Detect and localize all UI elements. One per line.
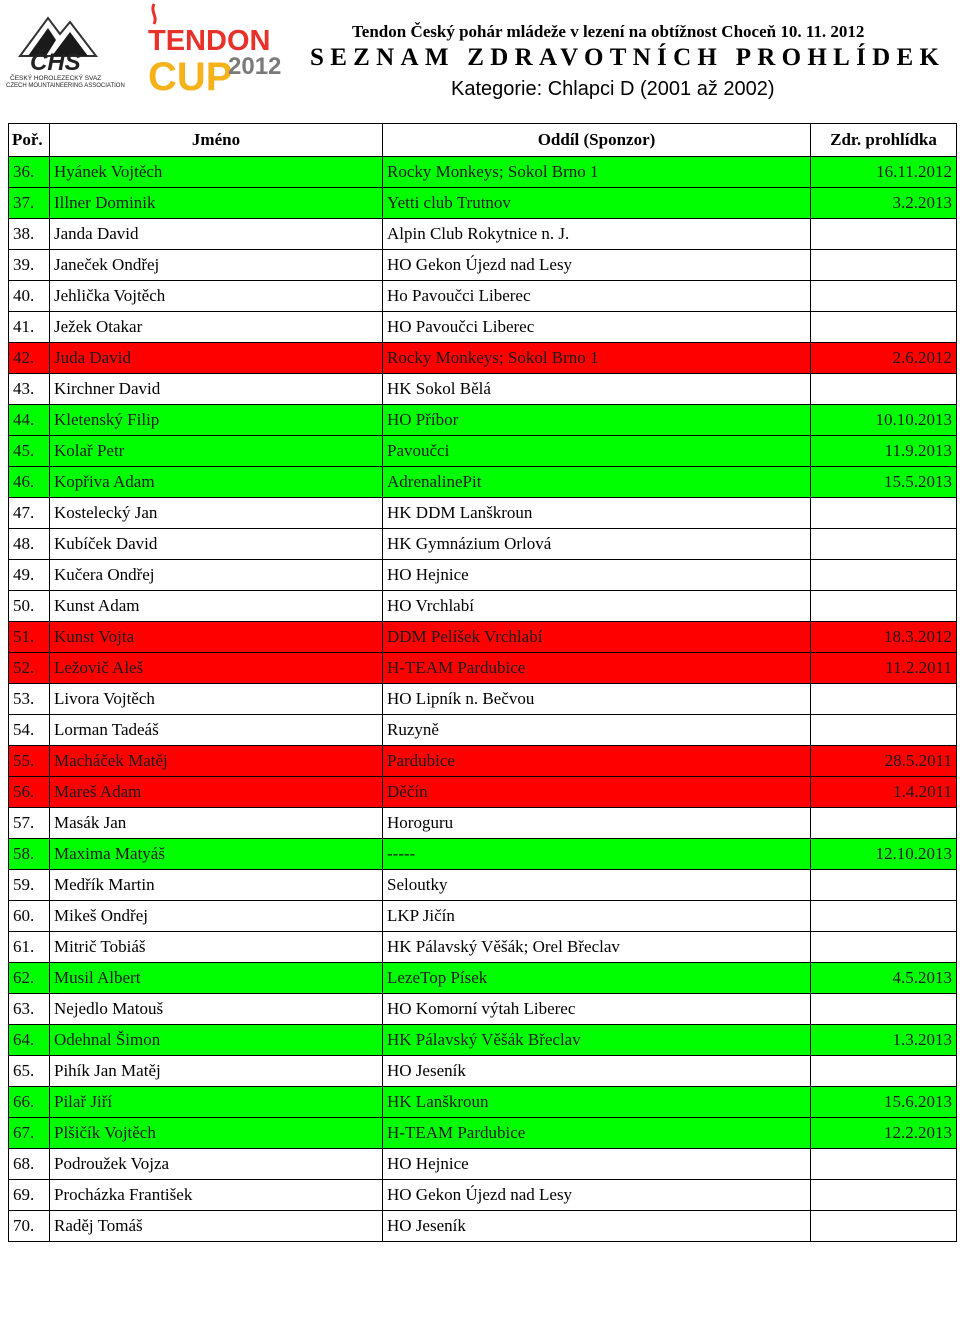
cell-club: H-TEAM Pardubice bbox=[383, 1118, 811, 1149]
cell-club: Ruzyně bbox=[383, 715, 811, 746]
cell-name: Nejedlo Matouš bbox=[50, 994, 383, 1025]
table-row bbox=[9, 436, 957, 467]
cup-logo-text: CUP bbox=[148, 55, 233, 94]
table-row bbox=[9, 157, 957, 188]
cell-order: 52. bbox=[9, 653, 50, 684]
tendon-cup-logo bbox=[148, 2, 293, 94]
cell-name: Pilař Jiří bbox=[50, 1087, 383, 1118]
cell-club: Rocky Monkeys; Sokol Brno 1 bbox=[383, 343, 811, 374]
cell-order: 38. bbox=[9, 219, 50, 250]
page-header bbox=[0, 0, 960, 122]
cell-name: Jehlička Vojtěch bbox=[50, 281, 383, 312]
cell-club: HO Hejnice bbox=[383, 560, 811, 591]
cell-name: Kunst Vojta bbox=[50, 622, 383, 653]
table-row bbox=[9, 808, 957, 839]
cell-club: Děčín bbox=[383, 777, 811, 808]
cell-medical-check-date: 28.5.2011 bbox=[811, 746, 957, 777]
tendon-logo-text: TENDON bbox=[148, 25, 271, 57]
cell-name: Odehnal Šimon bbox=[50, 1025, 383, 1056]
cell-name: Kirchner David bbox=[50, 374, 383, 405]
cell-order: 67. bbox=[9, 1118, 50, 1149]
table-row bbox=[9, 374, 957, 405]
cell-club: Horoguru bbox=[383, 808, 811, 839]
cell-club: HO Jeseník bbox=[383, 1211, 811, 1242]
cell-order: 65. bbox=[9, 1056, 50, 1087]
cell-medical-check-date bbox=[811, 1180, 957, 1211]
cell-name: Plšičík Vojtěch bbox=[50, 1118, 383, 1149]
cell-medical-check-date bbox=[811, 1056, 957, 1087]
cell-club: AdrenalinePit bbox=[383, 467, 811, 498]
cell-order: 63. bbox=[9, 994, 50, 1025]
cell-medical-check-date: 1.4.2011 bbox=[811, 777, 957, 808]
cell-medical-check-date: 4.5.2013 bbox=[811, 963, 957, 994]
cell-order: 42. bbox=[9, 343, 50, 374]
table-row bbox=[9, 529, 957, 560]
cell-order: 47. bbox=[9, 498, 50, 529]
cell-medical-check-date bbox=[811, 901, 957, 932]
table-row bbox=[9, 1025, 957, 1056]
cell-name: Juda David bbox=[50, 343, 383, 374]
cell-name: Lorman Tadeáš bbox=[50, 715, 383, 746]
table-row bbox=[9, 777, 957, 808]
cell-club: Alpin Club Rokytnice n. J. bbox=[383, 219, 811, 250]
cell-medical-check-date bbox=[811, 808, 957, 839]
cell-name: Kunst Adam bbox=[50, 591, 383, 622]
cell-club: HO Vrchlabí bbox=[383, 591, 811, 622]
cell-club: HO Příbor bbox=[383, 405, 811, 436]
cell-medical-check-date bbox=[811, 560, 957, 591]
cell-order: 60. bbox=[9, 901, 50, 932]
cell-medical-check-date: 15.6.2013 bbox=[811, 1087, 957, 1118]
cell-name: Raděj Tomáš bbox=[50, 1211, 383, 1242]
cell-medical-check-date: 12.10.2013 bbox=[811, 839, 957, 870]
medical-checks-table bbox=[8, 123, 957, 1242]
cell-club: HO Lipník n. Bečvou bbox=[383, 684, 811, 715]
cell-name: Procházka František bbox=[50, 1180, 383, 1211]
cell-name: Kostelecký Jan bbox=[50, 498, 383, 529]
cell-name: Mikeš Ondřej bbox=[50, 901, 383, 932]
header-order: Poř. bbox=[9, 124, 50, 157]
header-medical-check: Zdr. prohlídka bbox=[811, 124, 957, 157]
table-row bbox=[9, 281, 957, 312]
cell-medical-check-date bbox=[811, 529, 957, 560]
cell-order: 39. bbox=[9, 250, 50, 281]
cell-order: 51. bbox=[9, 622, 50, 653]
cell-order: 68. bbox=[9, 1149, 50, 1180]
cell-order: 54. bbox=[9, 715, 50, 746]
table-row bbox=[9, 746, 957, 777]
cell-club: HO Pavoučci Liberec bbox=[383, 312, 811, 343]
cell-name: Livora Vojtěch bbox=[50, 684, 383, 715]
cell-name: Kubíček David bbox=[50, 529, 383, 560]
cell-club: HK Gymnázium Orlová bbox=[383, 529, 811, 560]
cell-medical-check-date: 10.10.2013 bbox=[811, 405, 957, 436]
cell-club: H-TEAM Pardubice bbox=[383, 653, 811, 684]
cell-medical-check-date bbox=[811, 250, 957, 281]
cell-medical-check-date: 18.3.2012 bbox=[811, 622, 957, 653]
cell-name: Mareš Adam bbox=[50, 777, 383, 808]
cell-order: 41. bbox=[9, 312, 50, 343]
cell-medical-check-date: 12.2.2013 bbox=[811, 1118, 957, 1149]
cell-club: Ho Pavoučci Liberec bbox=[383, 281, 811, 312]
table-row bbox=[9, 560, 957, 591]
cell-name: Medřík Martin bbox=[50, 870, 383, 901]
cell-name: Maxima Matyáš bbox=[50, 839, 383, 870]
cell-name: Ležovič Aleš bbox=[50, 653, 383, 684]
table-row bbox=[9, 405, 957, 436]
table-row bbox=[9, 343, 957, 374]
cell-order: 48. bbox=[9, 529, 50, 560]
list-title: SEZNAM ZDRAVOTNÍCH PROHLÍDEK bbox=[310, 44, 946, 71]
cell-name: Kolař Petr bbox=[50, 436, 383, 467]
cell-medical-check-date: 11.9.2013 bbox=[811, 436, 957, 467]
cell-club: HO Komorní výtah Liberec bbox=[383, 994, 811, 1025]
cell-club: HO Gekon Újezd nad Lesy bbox=[383, 250, 811, 281]
cell-name: Hyánek Vojtěch bbox=[50, 157, 383, 188]
cell-name: Kopřiva Adam bbox=[50, 467, 383, 498]
table-row bbox=[9, 963, 957, 994]
cell-name: Janda David bbox=[50, 219, 383, 250]
table-row bbox=[9, 219, 957, 250]
table-row bbox=[9, 622, 957, 653]
cell-medical-check-date bbox=[811, 932, 957, 963]
cell-name: Macháček Matěj bbox=[50, 746, 383, 777]
cell-name: Ježek Otakar bbox=[50, 312, 383, 343]
table-row bbox=[9, 653, 957, 684]
cell-medical-check-date: 16.11.2012 bbox=[811, 157, 957, 188]
cell-order: 55. bbox=[9, 746, 50, 777]
header-club: Oddíl (Sponzor) bbox=[383, 124, 811, 157]
chs-logo bbox=[6, 10, 146, 90]
cell-club: ----- bbox=[383, 839, 811, 870]
cell-name: Pihík Jan Matěj bbox=[50, 1056, 383, 1087]
cell-medical-check-date bbox=[811, 374, 957, 405]
cell-club: Pardubice bbox=[383, 746, 811, 777]
table-row bbox=[9, 1118, 957, 1149]
cell-name: Masák Jan bbox=[50, 808, 383, 839]
cell-order: 46. bbox=[9, 467, 50, 498]
cell-name: Podroužek Vojza bbox=[50, 1149, 383, 1180]
cell-order: 44. bbox=[9, 405, 50, 436]
table-row bbox=[9, 932, 957, 963]
cell-medical-check-date bbox=[811, 1149, 957, 1180]
cell-name: Illner Dominik bbox=[50, 188, 383, 219]
cell-medical-check-date bbox=[811, 312, 957, 343]
cell-medical-check-date bbox=[811, 219, 957, 250]
chs-logo-text: ČHS bbox=[30, 49, 81, 76]
cell-medical-check-date bbox=[811, 994, 957, 1025]
cup-year-text: 2012 bbox=[228, 53, 282, 80]
cell-order: 37. bbox=[9, 188, 50, 219]
cell-name: Kletenský Filip bbox=[50, 405, 383, 436]
cell-medical-check-date bbox=[811, 870, 957, 901]
table-row bbox=[9, 715, 957, 746]
cell-club: Rocky Monkeys; Sokol Brno 1 bbox=[383, 157, 811, 188]
cell-medical-check-date bbox=[811, 715, 957, 746]
table-row bbox=[9, 839, 957, 870]
table-row bbox=[9, 684, 957, 715]
table-row bbox=[9, 250, 957, 281]
cell-club: Seloutky bbox=[383, 870, 811, 901]
header-name: Jméno bbox=[50, 124, 383, 157]
cell-club: HO Gekon Újezd nad Lesy bbox=[383, 1180, 811, 1211]
cell-club: DDM Pelíšek Vrchlabí bbox=[383, 622, 811, 653]
table-row bbox=[9, 1149, 957, 1180]
cell-order: 64. bbox=[9, 1025, 50, 1056]
cell-name: Mitrič Tobiáš bbox=[50, 932, 383, 963]
event-title: Tendon Český pohár mládeže v lezení na obtížnost Choceň 10. 11. 2012 bbox=[352, 22, 865, 41]
cell-order: 62. bbox=[9, 963, 50, 994]
cell-order: 40. bbox=[9, 281, 50, 312]
cell-medical-check-date bbox=[811, 281, 957, 312]
cell-medical-check-date: 2.6.2012 bbox=[811, 343, 957, 374]
cell-club: HO Hejnice bbox=[383, 1149, 811, 1180]
cell-medical-check-date bbox=[811, 684, 957, 715]
cell-medical-check-date bbox=[811, 498, 957, 529]
cell-order: 69. bbox=[9, 1180, 50, 1211]
cell-club: Pavoučci bbox=[383, 436, 811, 467]
cell-order: 36. bbox=[9, 157, 50, 188]
cell-name: Musil Albert bbox=[50, 963, 383, 994]
chs-logo-caption-1: ČESKÝ HOROLEZECKÝ SVAZ bbox=[10, 75, 102, 82]
cell-club: HK Sokol Bělá bbox=[383, 374, 811, 405]
chs-logo-caption-2: CZECH MOUNTAINEERING ASSOCIATION bbox=[6, 83, 125, 89]
cell-order: 45. bbox=[9, 436, 50, 467]
table-row bbox=[9, 591, 957, 622]
cell-medical-check-date: 3.2.2013 bbox=[811, 188, 957, 219]
table-body bbox=[9, 157, 957, 1242]
table-row bbox=[9, 467, 957, 498]
cell-club: HK Lanškroun bbox=[383, 1087, 811, 1118]
cell-club: LKP Jičín bbox=[383, 901, 811, 932]
cell-order: 58. bbox=[9, 839, 50, 870]
cell-name: Janeček Ondřej bbox=[50, 250, 383, 281]
table-row bbox=[9, 1211, 957, 1242]
table-row bbox=[9, 1087, 957, 1118]
table-header-row bbox=[9, 124, 957, 157]
table-row bbox=[9, 188, 957, 219]
table-row bbox=[9, 498, 957, 529]
cell-order: 70. bbox=[9, 1211, 50, 1242]
cell-order: 66. bbox=[9, 1087, 50, 1118]
cell-medical-check-date: 15.5.2013 bbox=[811, 467, 957, 498]
cell-club: Yetti club Trutnov bbox=[383, 188, 811, 219]
cell-medical-check-date: 1.3.2013 bbox=[811, 1025, 957, 1056]
table-row bbox=[9, 901, 957, 932]
cell-club: HK Pálavský Věšák; Orel Břeclav bbox=[383, 932, 811, 963]
table-row bbox=[9, 994, 957, 1025]
cell-medical-check-date bbox=[811, 1211, 957, 1242]
cell-club: HK Pálavský Věšák Břeclav bbox=[383, 1025, 811, 1056]
cell-order: 50. bbox=[9, 591, 50, 622]
table-row bbox=[9, 1056, 957, 1087]
table-row bbox=[9, 870, 957, 901]
cell-order: 61. bbox=[9, 932, 50, 963]
cell-name: Kučera Ondřej bbox=[50, 560, 383, 591]
cell-order: 57. bbox=[9, 808, 50, 839]
cell-order: 56. bbox=[9, 777, 50, 808]
cell-medical-check-date: 11.2.2011 bbox=[811, 653, 957, 684]
cell-medical-check-date bbox=[811, 591, 957, 622]
table-row bbox=[9, 1180, 957, 1211]
category-label: Kategorie: Chlapci D (2001 až 2002) bbox=[451, 78, 775, 100]
cell-order: 43. bbox=[9, 374, 50, 405]
cell-order: 49. bbox=[9, 560, 50, 591]
cell-club: HK DDM Lanškroun bbox=[383, 498, 811, 529]
table-row bbox=[9, 312, 957, 343]
cell-club: HO Jeseník bbox=[383, 1056, 811, 1087]
cell-order: 59. bbox=[9, 870, 50, 901]
cell-club: LezeTop Písek bbox=[383, 963, 811, 994]
cell-order: 53. bbox=[9, 684, 50, 715]
